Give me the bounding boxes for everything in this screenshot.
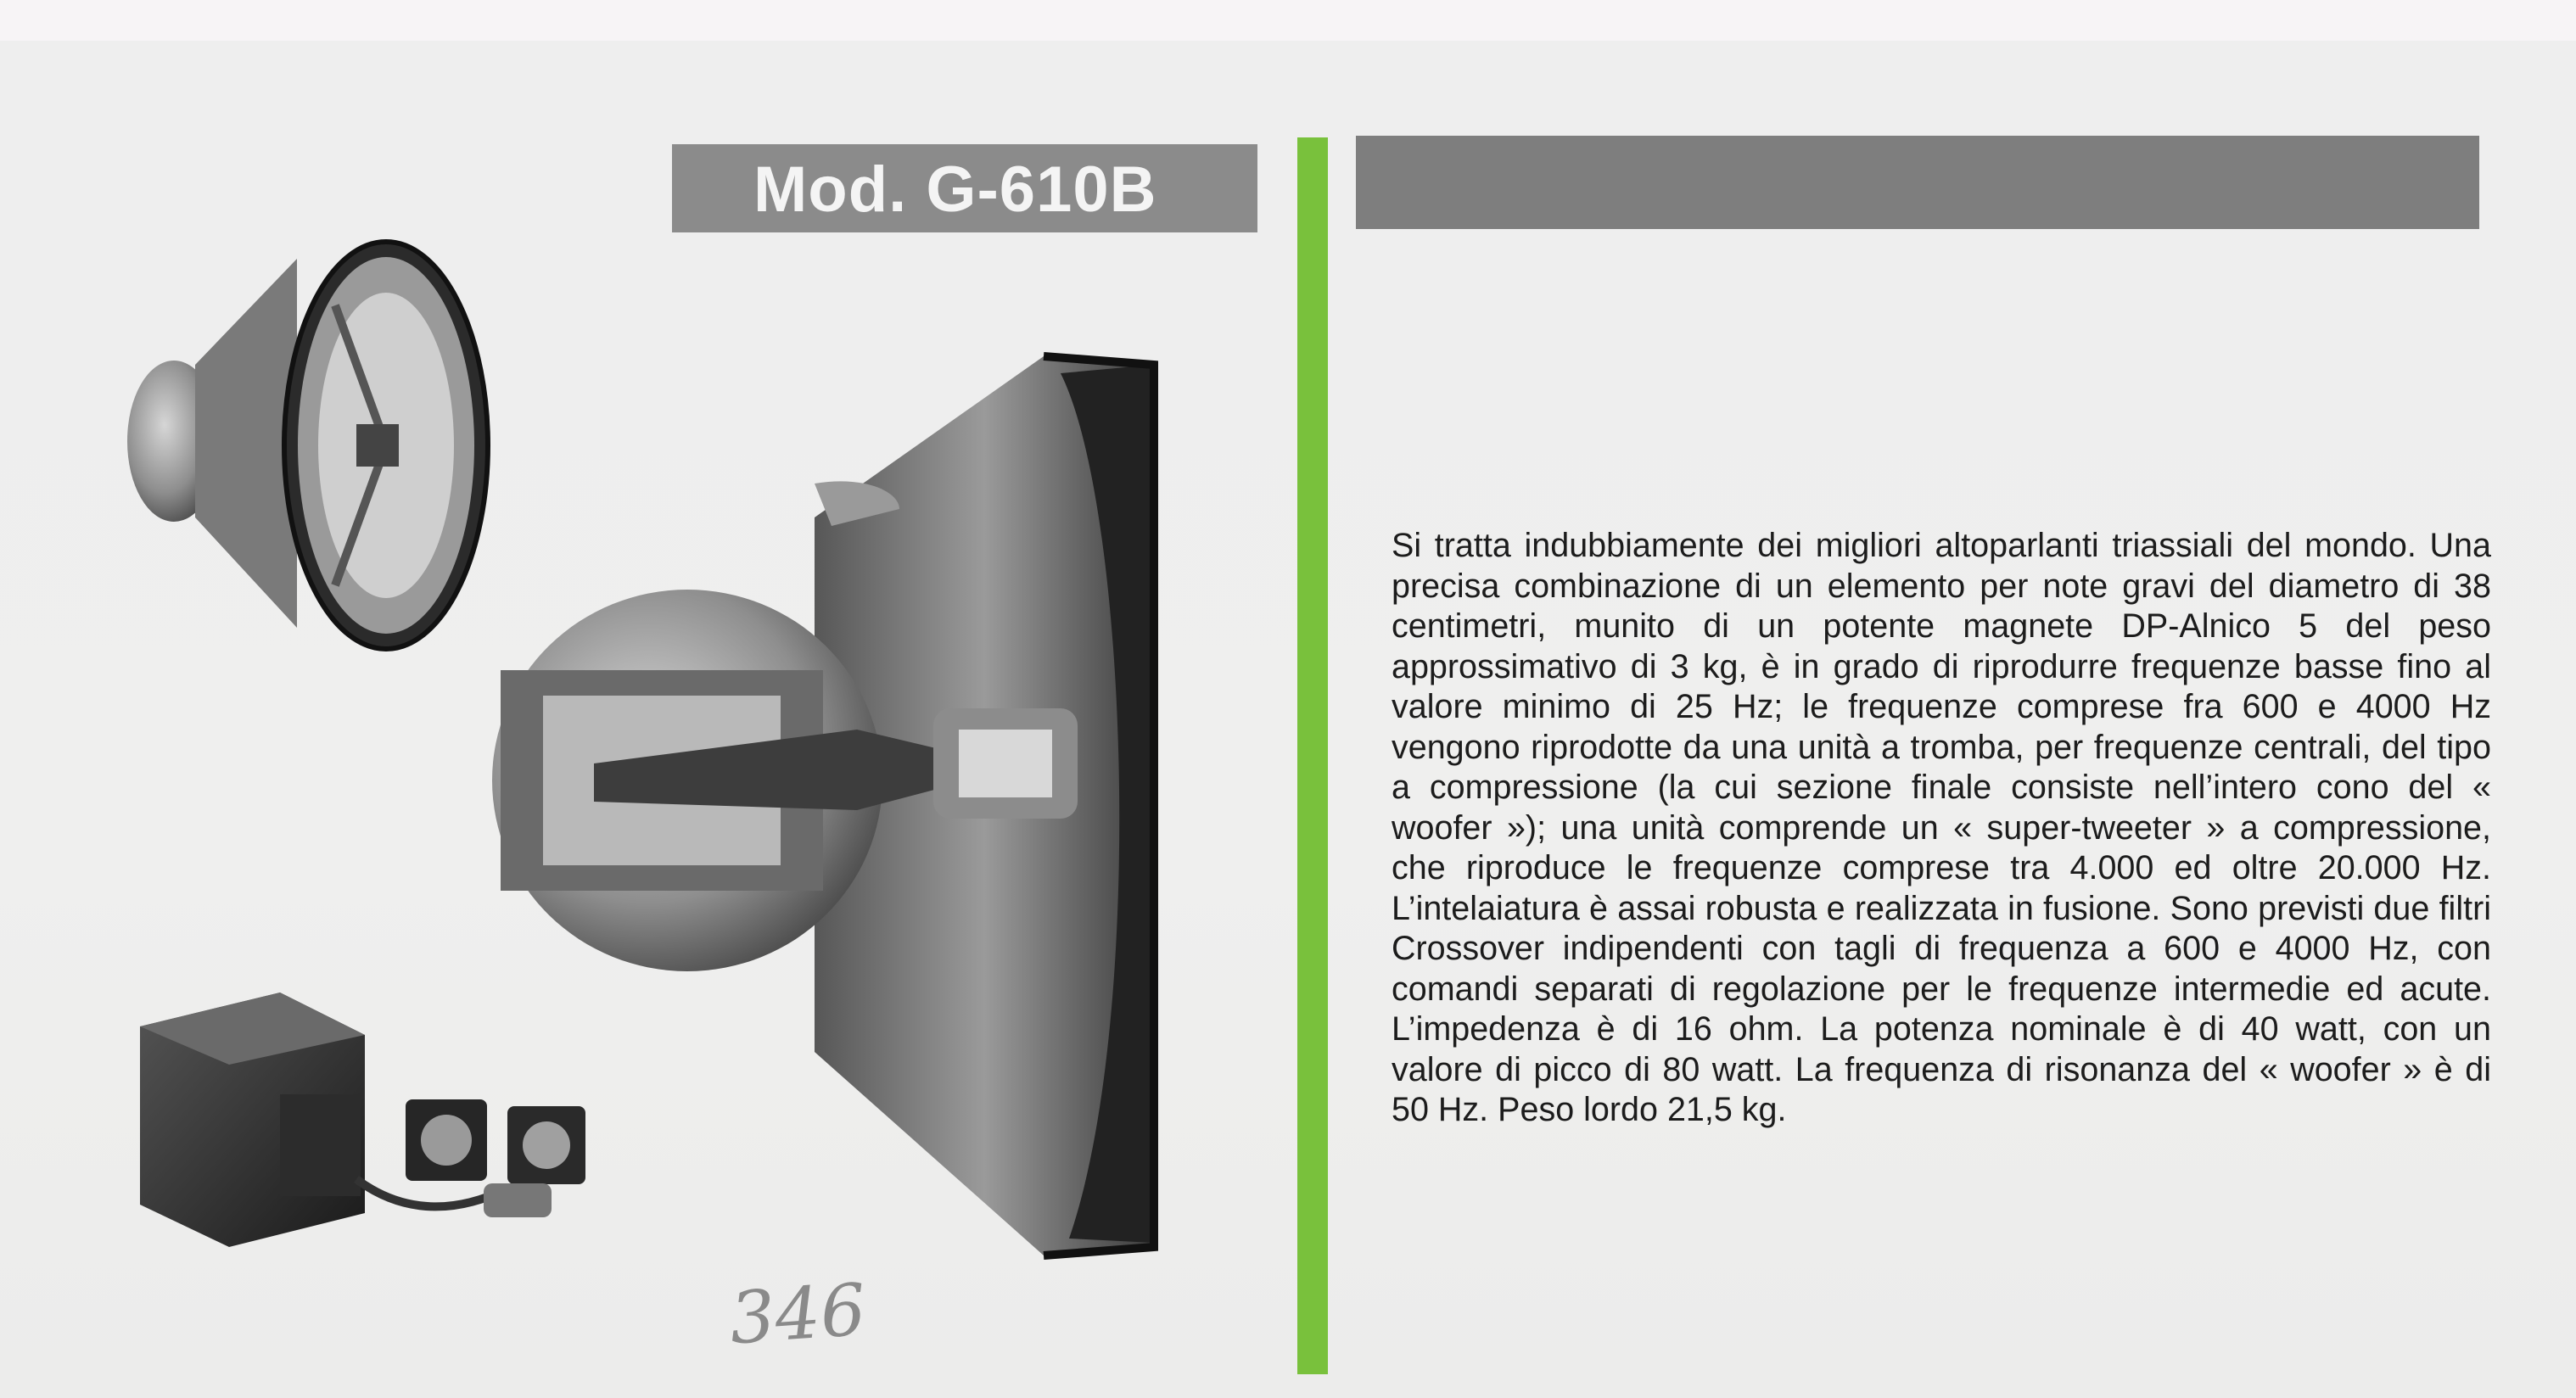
cutaway-speaker-image [492,356,1154,1255]
handwritten-page-number: 346 [726,1267,869,1361]
crossover-network-image [140,993,585,1247]
small-speaker-image [127,242,488,649]
model-title: Mod. G-610B [753,154,1157,226]
description-paragraph: Si tratta indubbiamente dei migliori altoparlanti triassiali del mondo. Una precisa combinazione di un elemento per note gravi del diametro di 38 centimetri, munito di un potente magnete DP-Alnico 5 del peso approssimativo di 3 kg, è in grado di riprodurre frequenze basse fino al valore minimo di 25 Hz; le frequenze comprese fra 600 e 4000 Hz vengono riprodotte da una unità a tromba, per frequenze centrali, del tipo a compressione (la cui sezione finale consiste nell’intero cono del « woofer »); una unità comprende un « super-tweeter » a compressione, che riproduce le frequenze comprese tra 4.000 ed oltre 20.000 Hz. L’intelaiatura è assai robusta e realizzata in fusione. Sono previsti due filtri Crossover indipendenti con tagli di frequenza a 600 e 4000 Hz, con comandi separati di regolazione per le frequenze intermedie ed acute. L’impedenza è di 16 ohm. La potenza nominale è di 40 watt, con un valore di picco di 80 watt. La frequenza di risonanza del « woofer » è di 50 Hz. Peso lordo 21,5 kg. [1392,527,2491,1128]
